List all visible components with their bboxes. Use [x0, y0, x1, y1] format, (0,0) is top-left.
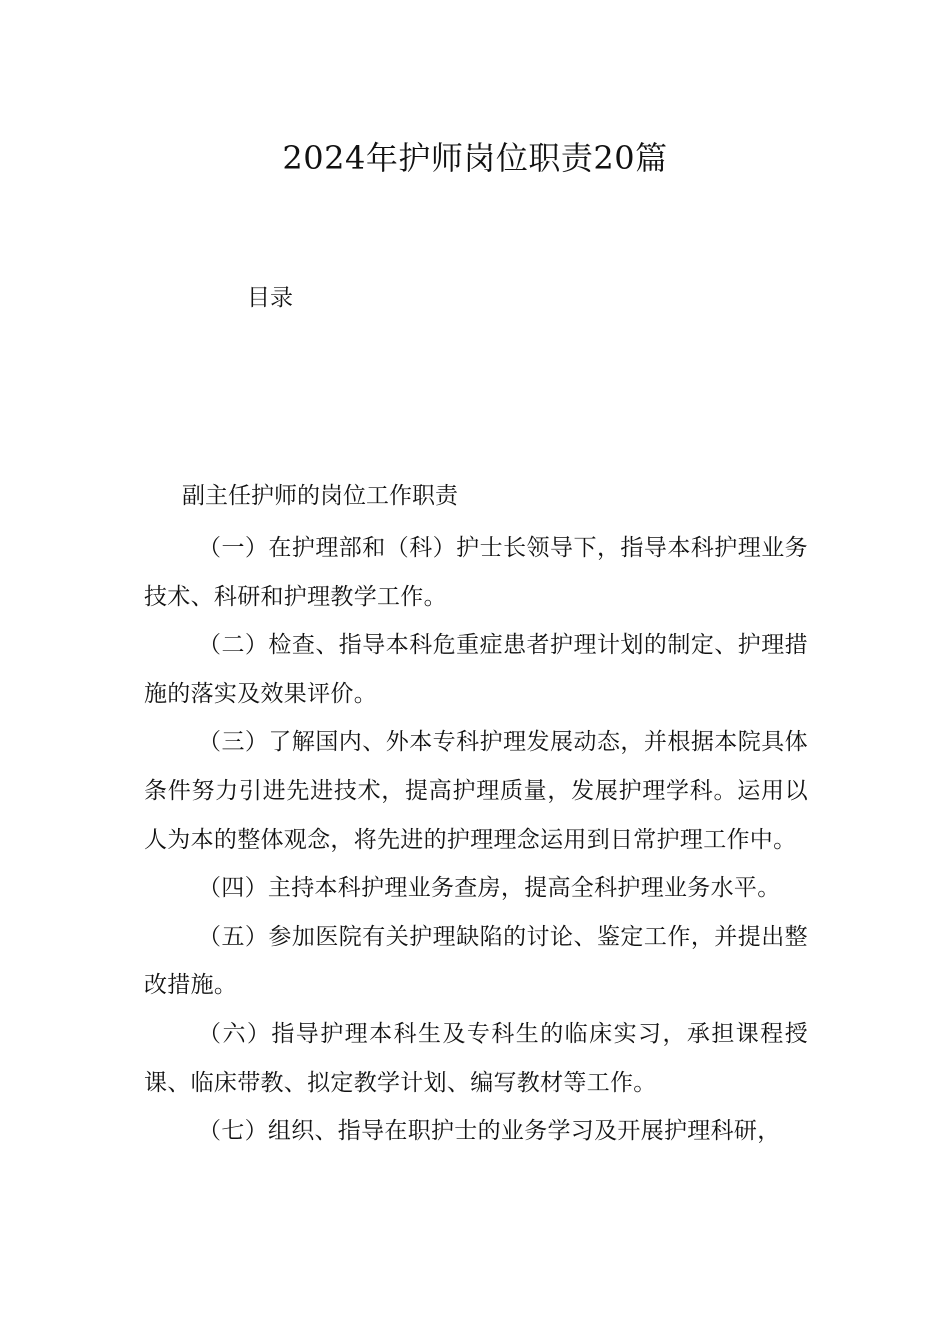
paragraph-5: （五）参加医院有关护理缺陷的讨论、鉴定工作，并提出整改措施。	[144, 923, 808, 999]
table-of-contents-heading: 目录	[247, 285, 293, 311]
paragraph-7: （七）组织、指导在职护士的业务学习及开展护理科研，	[198, 1118, 781, 1145]
body-text	[144, 524, 808, 1156]
paragraph-2: （二）检查、指导本科危重症患者护理计划的制定、护理措施的落实及效果评价。	[144, 632, 808, 707]
document-title: 2024年护师岗位职责20篇	[282, 139, 668, 177]
paragraph-1: （一）在护理部和（科）护士长领导下，指导本科护理业务技术、科研和护理教学工作。	[144, 535, 808, 610]
paragraph-4: （四）主持本科护理业务查房，提高全科护理业务水平。	[198, 875, 781, 902]
section-heading: 副主任护师的岗位工作职责	[182, 483, 458, 509]
paragraph-6: （六）指导护理本科生及专科生的临床实习，承担课程授课、临床带教、拟定教学计划、编写教材等工作。	[144, 1020, 808, 1096]
paragraph-3: （三）了解国内、外本专科护理发展动态，并根据本院具体条件努力引进先进技术，提高护理质量，发展护理学科。运用以人为本的整体观念，将先进的护理理念运用到日常护理工作中。	[144, 729, 808, 853]
